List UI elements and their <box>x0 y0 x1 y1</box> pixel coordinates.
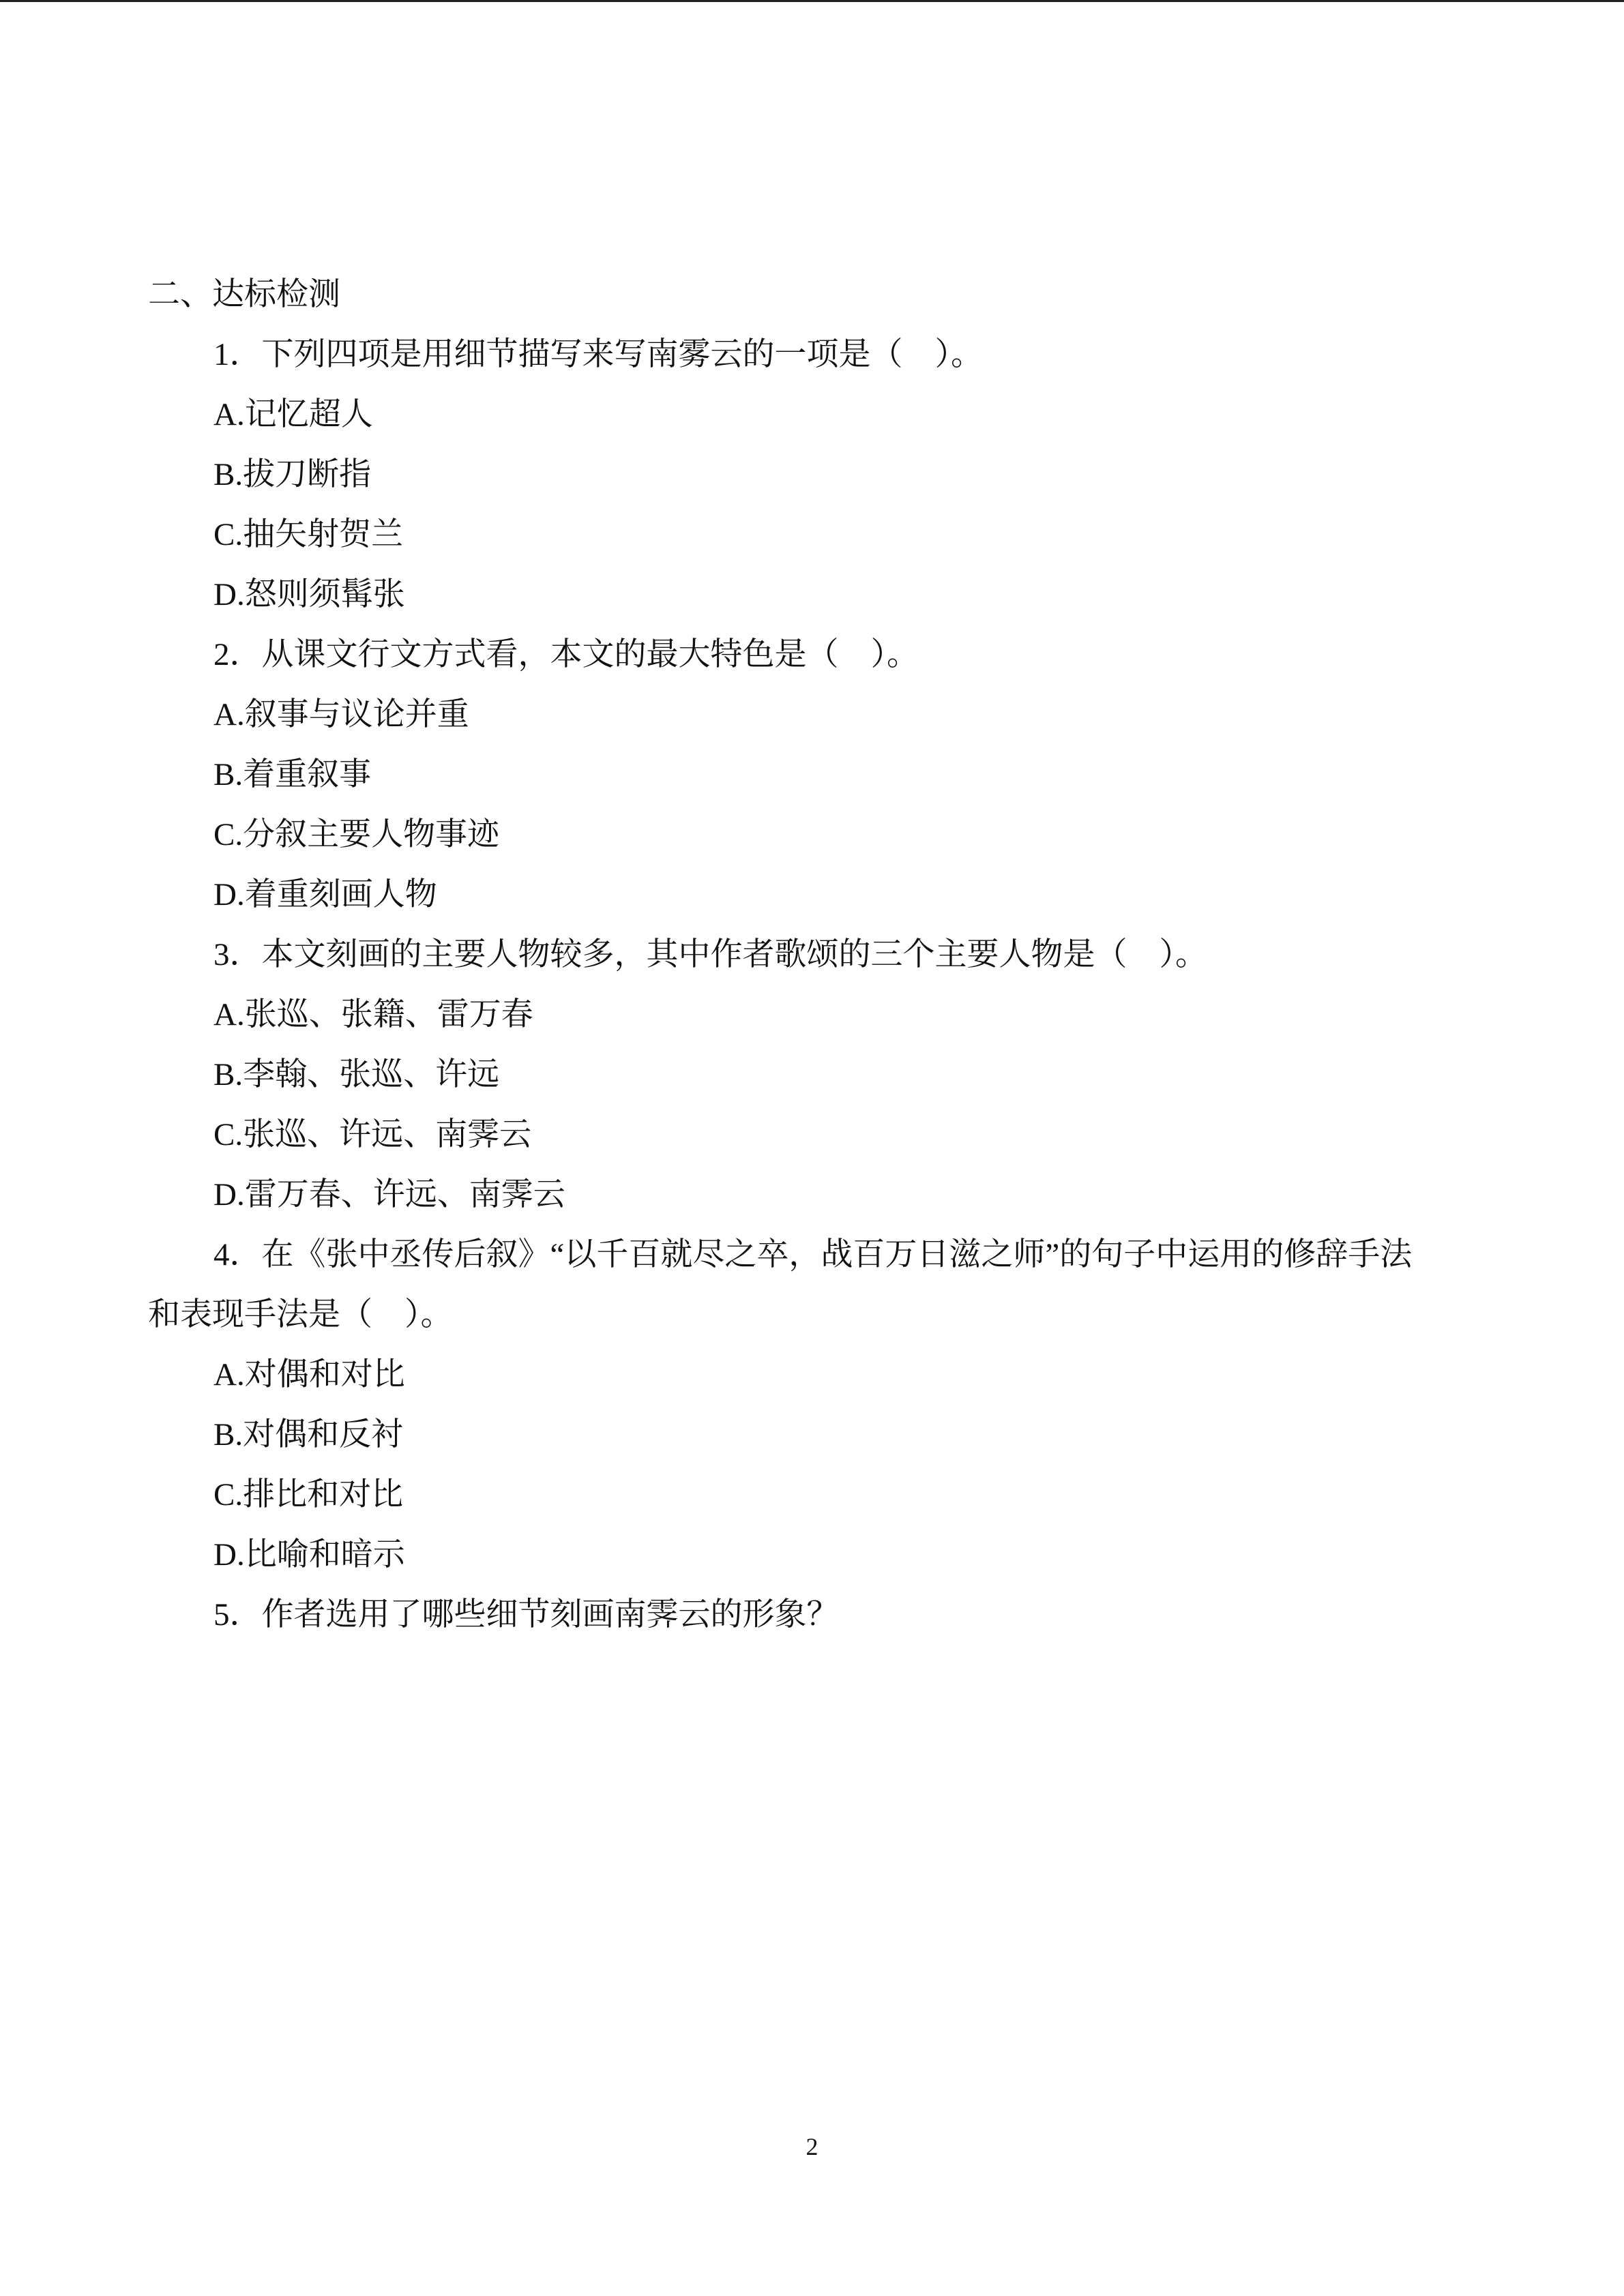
question-1-stem: 1．下列四项是用细节描写来写南雾云的一项是（ ）。 <box>213 337 983 372</box>
question-2-option-a: A.叙事与议论并重 <box>213 697 469 732</box>
question-3-option-b: B.李翰、张巡、许远 <box>213 1057 500 1092</box>
question-4-option-d: D.比喻和暗示 <box>213 1537 405 1572</box>
question-1-option-a: A.记忆超人 <box>213 397 373 432</box>
question-3-option-a: A.张巡、张籍、雷万春 <box>213 997 533 1032</box>
page-top-border <box>0 0 1624 2</box>
question-1-option-d: D.怒则须髯张 <box>213 577 405 612</box>
question-3-option-c: C.张巡、许远、南霁云 <box>213 1117 532 1152</box>
question-1-option-c: C.抽矢射贺兰 <box>213 517 404 552</box>
question-1-option-b: B.拔刀断指 <box>213 457 372 492</box>
question-3-stem: 3．本文刻画的主要人物较多，其中作者歌颂的三个主要人物是（ ）。 <box>213 937 1207 972</box>
question-2-option-d: D.着重刻画人物 <box>213 877 437 912</box>
question-2-option-b: B.着重叙事 <box>213 757 372 792</box>
question-4-stem-line-1: 4．在《张中丞传后叙》“以千百就尽之卒，战百万日滋之师”的句子中运用的修辞手法 <box>213 1237 1413 1272</box>
question-2-stem: 2．从课文行文方式看，本文的最大特色是（ ）。 <box>213 637 919 672</box>
question-4-stem-line-2: 和表现手法是（ ）。 <box>148 1297 453 1332</box>
question-5-stem: 5．作者选用了哪些细节刻画南霁云的形象？ <box>213 1597 839 1632</box>
question-2-option-c: C.分叙主要人物事迹 <box>213 817 500 852</box>
section-title: 二、达标检测 <box>148 277 340 312</box>
question-4-option-b: B.对偶和反衬 <box>213 1417 404 1452</box>
question-3-option-d: D.雷万春、许远、南霁云 <box>213 1177 565 1212</box>
question-4-option-c: C.排比和对比 <box>213 1477 404 1512</box>
page-number: 2 <box>806 2133 818 2160</box>
exercise-section <box>148 265 1485 1645</box>
question-4-option-a: A.对偶和对比 <box>213 1357 405 1392</box>
